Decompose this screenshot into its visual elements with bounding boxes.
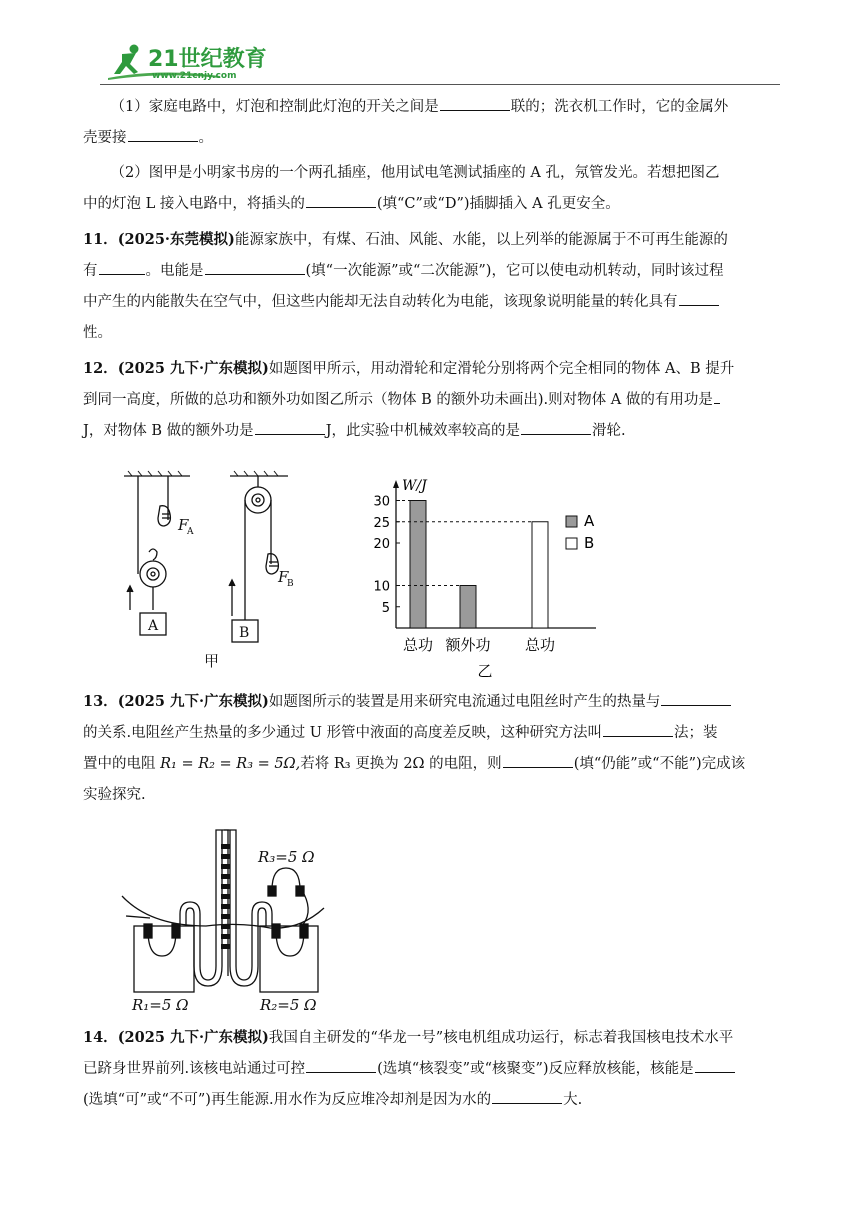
answer-blank[interactable] xyxy=(603,720,673,737)
pulley-figure xyxy=(118,470,298,670)
y-axis-arrow xyxy=(393,480,399,488)
legend-swatch-b xyxy=(566,538,577,549)
question-content-3: 14．(2025 九下·广东模拟)我国自主研发的“华龙一号”核电机组成功运行，标志着我国核电技术水平 已跻身世界前列.该核电站通过可控 (选填“核裂变”或“核聚变”)反应释放核能，核能是 (选填“可”或“不可”)再生能源.用水作为反应堆冷却剂是因为水的 大. xyxy=(83,1022,783,1116)
answer-blank[interactable] xyxy=(661,689,731,706)
x-category-label: 额外功 xyxy=(445,636,491,654)
answer-blank[interactable] xyxy=(679,289,719,306)
r2-label: R₂=5 Ω xyxy=(260,996,317,1014)
box-a-label: A xyxy=(148,618,159,634)
header-divider xyxy=(100,84,780,85)
bar-a xyxy=(460,586,476,629)
r1-label: R₁=5 Ω xyxy=(132,996,189,1014)
y-tick-label: 20 xyxy=(373,537,390,552)
answer-blank[interactable] xyxy=(205,258,305,275)
question-11: 11．(2025·东莞模拟)能源家族中，有煤、石油、风能、水能，以上列举的能源属于不可再生能源的 xyxy=(83,231,728,248)
answer-blank[interactable] xyxy=(492,1087,562,1104)
legend-label: B xyxy=(584,534,595,552)
answer-blank[interactable] xyxy=(306,1056,376,1073)
q10-part1: （1）家庭电路中，灯泡和控制此灯泡的开关之间是 联的；洗衣机工作时，它的金属外 xyxy=(83,92,783,123)
legend-swatch-a xyxy=(566,516,577,527)
bar-b xyxy=(532,522,548,628)
svg-text:21世纪教育: 21世纪教育 xyxy=(148,47,267,72)
question-14: 14．(2025 九下·广东模拟)我国自主研发的“华龙一号”核电机组成功运行，标志着我国核电技术水平 xyxy=(83,1029,734,1046)
answer-blank[interactable] xyxy=(99,258,145,275)
y-axis-label: W/J xyxy=(402,478,427,494)
box-b-label: B xyxy=(239,625,250,641)
answer-blank[interactable] xyxy=(714,387,720,404)
question-content: （1）家庭电路中，灯泡和控制此灯泡的开关之间是 联的；洗衣机工作时，它的金属外 壳要接 。 （2）图甲是小明家书房的一个两孔插座，他用试电笔测试插座的 A 孔，氖管发光。若想把图乙 中的灯泡 L 接入电路中，将插头的 (填“C”或“D”)插脚插入 A 孔更安全。 11．(2025·东莞模拟)能源家族中，有煤、石油、风能、水能，以上列举的能源属于不可再生能源的 有 。电能是 (填“一次能源”或“二次能源”)，它可以使电动机转动，同时该过程 中产生的内能散失在空气中，但这些内能却无法自动转化为电能，该现象说明能量的转化具有 性。 12．(2025 九下·广东模拟)如题图甲所示，用动滑轮和定滑轮分别将两个完全相同的物体 A、B 提升 到同一高度，所做的总功和额外功如图乙所示（物体 B 的额外功未画出).则对物体 A 做的有用功是 J，对物体 B 做的额外功是 J，此实验中机械效率较高的是 滑轮. xyxy=(83,92,783,447)
answer-blank[interactable] xyxy=(440,94,510,111)
work-bar-chart xyxy=(360,472,620,678)
r3-label: R₃=5 Ω xyxy=(258,848,315,866)
svg-text:B: B xyxy=(287,579,294,589)
svg-text:A: A xyxy=(187,527,194,537)
q10-part2: （2）图甲是小明家书房的一个两孔插座，他用试电笔测试插座的 A 孔，氖管发光。若想把图乙 xyxy=(110,165,720,181)
legend-label: A xyxy=(584,512,595,530)
logo-icon xyxy=(100,40,290,84)
answer-blank[interactable] xyxy=(695,1056,735,1073)
answer-blank[interactable] xyxy=(503,751,573,768)
x-category-label: 总功 xyxy=(524,636,556,654)
svg-text:F: F xyxy=(278,568,289,586)
answer-blank[interactable] xyxy=(128,125,198,142)
svg-text:甲: 甲 xyxy=(204,652,220,670)
answer-blank[interactable] xyxy=(255,418,325,435)
page-header xyxy=(0,0,860,90)
y-tick-label: 10 xyxy=(373,579,390,595)
y-tick-label: 25 xyxy=(373,515,390,531)
y-tick-label: 30 xyxy=(373,494,390,510)
question-12: 12．(2025 九下·广东模拟)如题图甲所示，用动滑轮和定滑轮分别将两个完全相同的物体 A、B 提升 xyxy=(83,360,735,377)
answer-blank[interactable] xyxy=(521,418,591,435)
heating-apparatus-figure xyxy=(120,826,335,1016)
question-13: 13．(2025 九下·广东模拟)如题图所示的装置是用来研究电流通过电阻丝时产生的热量与 xyxy=(83,686,783,718)
svg-text:www.21cnjy.com: www.21cnjy.com xyxy=(152,71,237,81)
x-category-label: 总功 xyxy=(402,636,434,654)
y-tick-label: 5 xyxy=(381,600,390,616)
chart-caption: 乙 xyxy=(477,662,493,678)
answer-blank[interactable] xyxy=(306,191,376,208)
svg-text:F: F xyxy=(178,516,189,534)
question-content-2: 13．(2025 九下·广东模拟)如题图所示的装置是用来研究电流通过电阻丝时产生的热量与 的关系.电阻丝产生热量的多少通过 U 形管中液面的高度差反映，这种研究方法叫 法；装 置中的电阻 R₁ = R₂ = R₃ = 5Ω,若将 R₃ 更换为 2Ω 的电阻，则 (填“仍能”或“不能”)完成该 实验探究. xyxy=(83,686,783,811)
bar-a xyxy=(410,501,426,629)
